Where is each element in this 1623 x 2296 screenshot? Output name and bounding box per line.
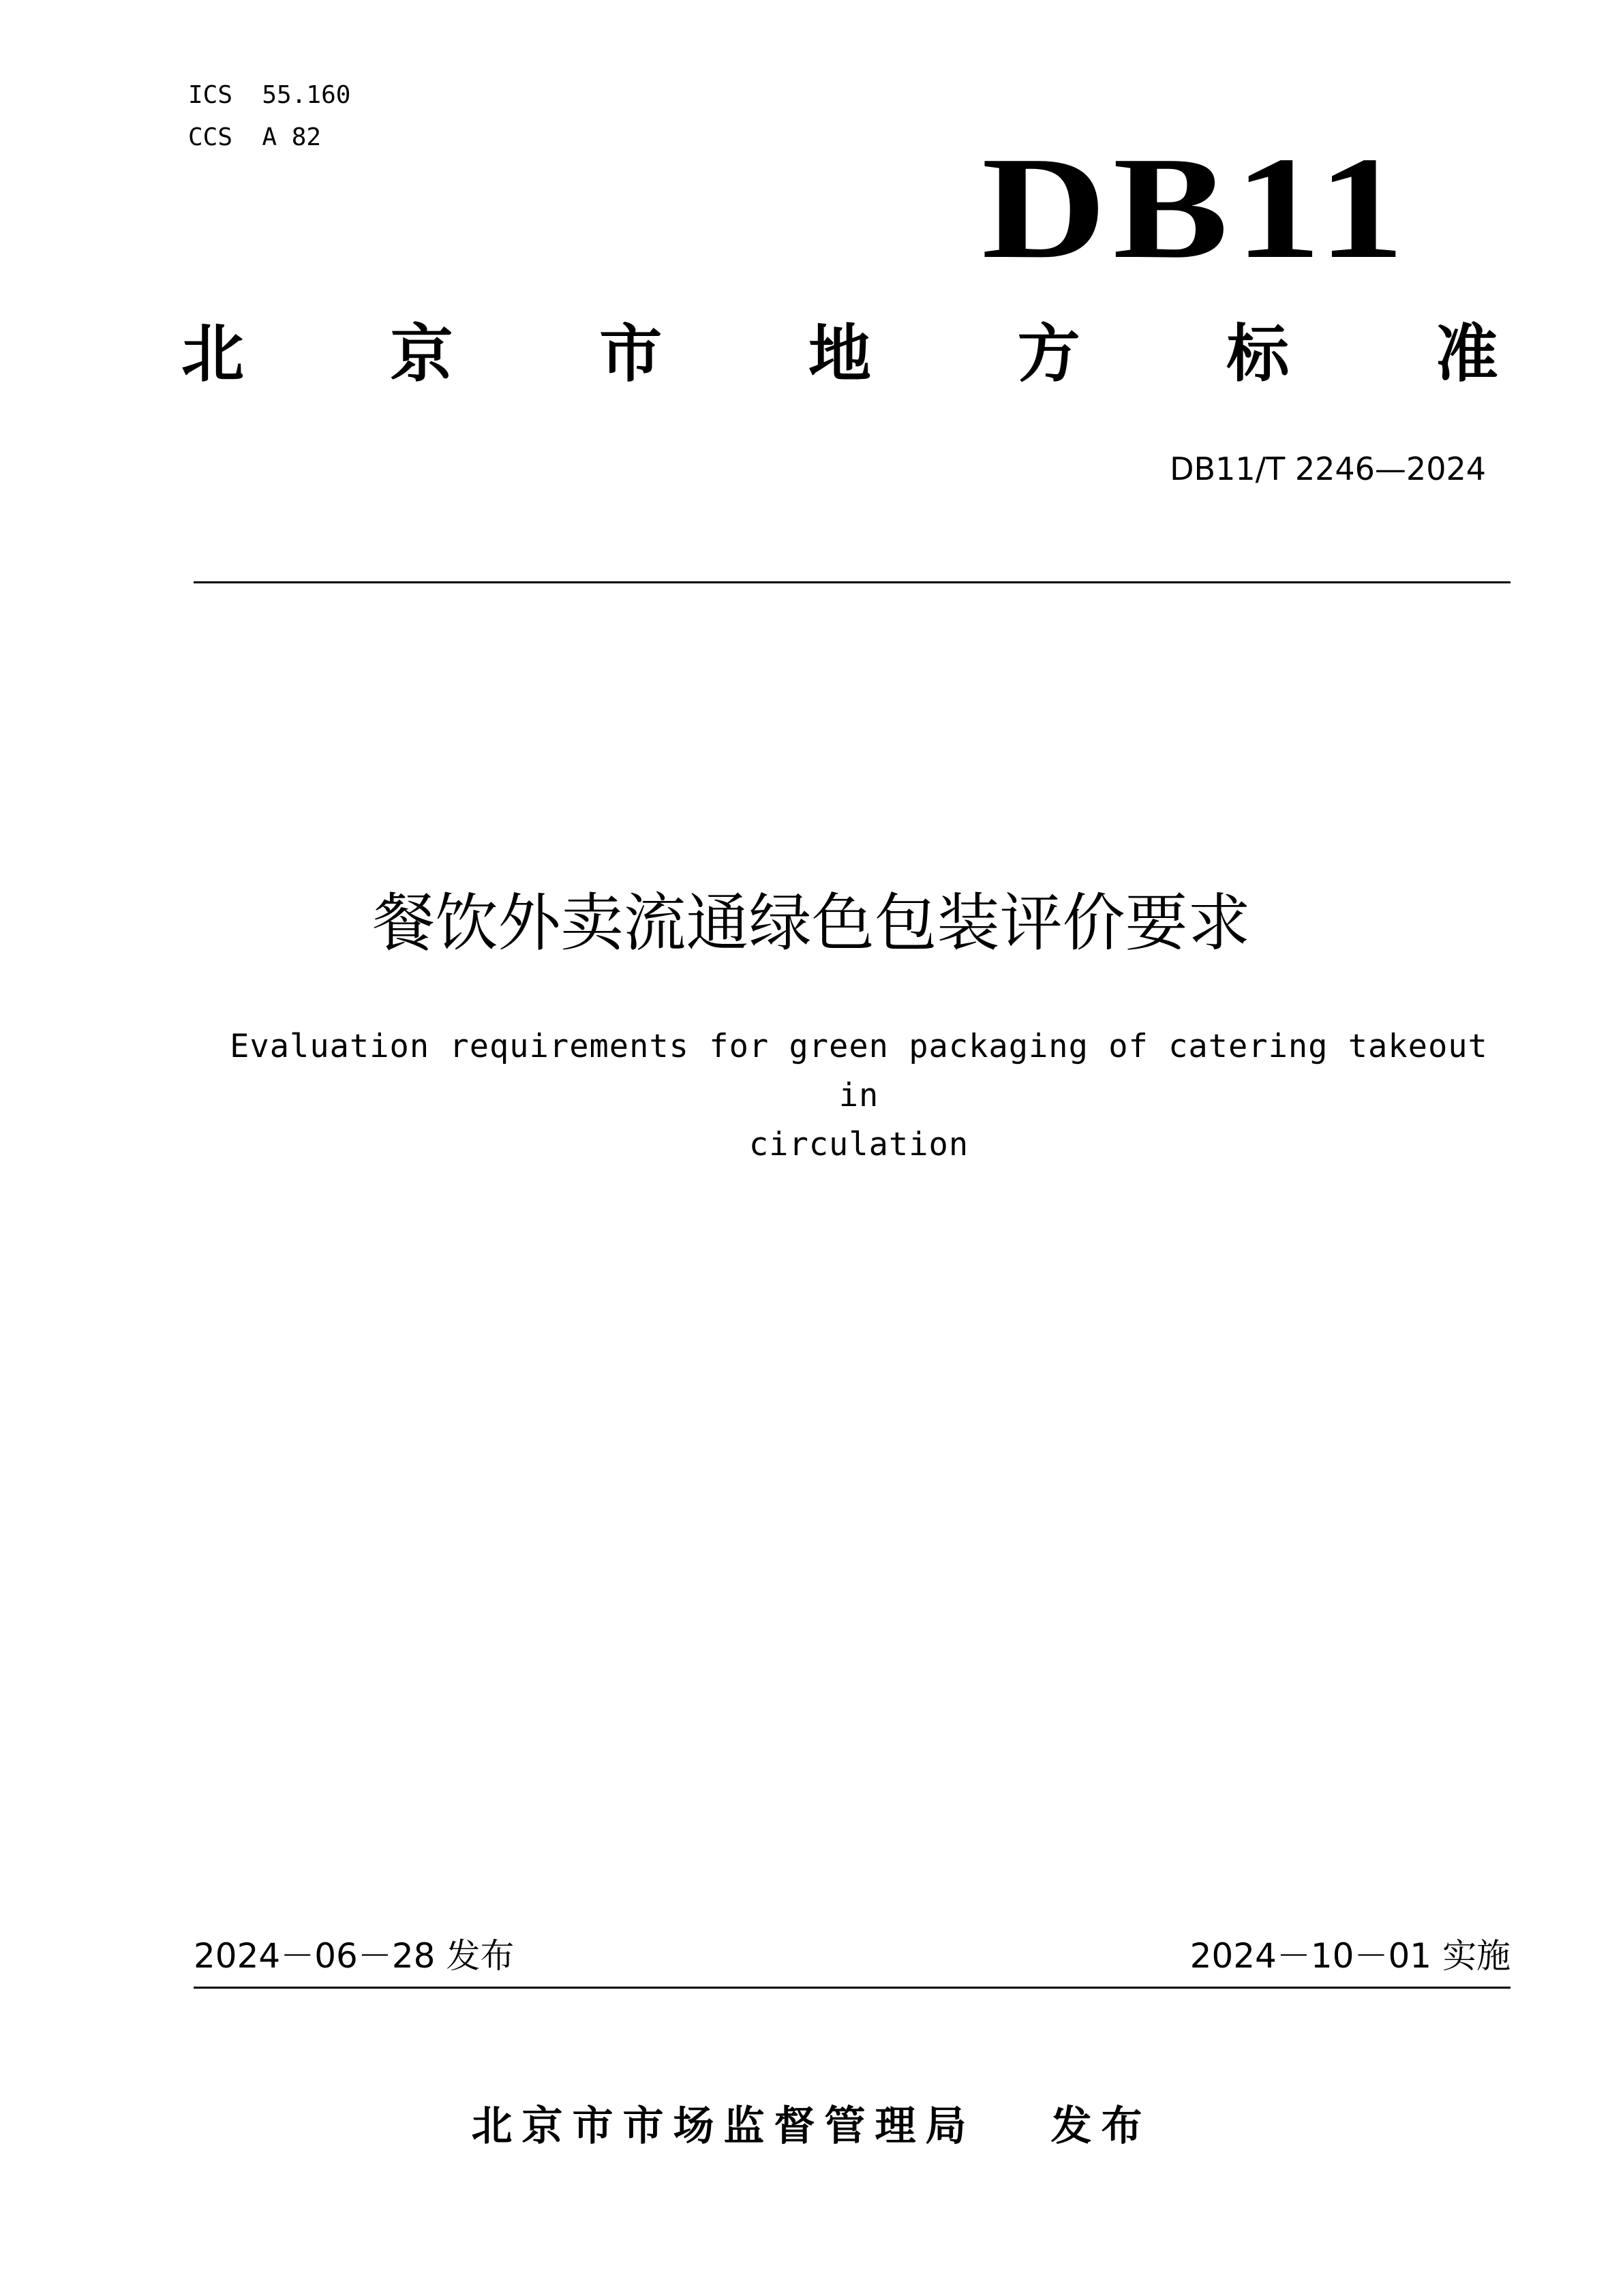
standard-type-char: 标 bbox=[1226, 318, 1290, 391]
standard-type-char: 北 bbox=[181, 318, 244, 391]
standard-type-char: 方 bbox=[1017, 318, 1080, 391]
ccs-code: CCS A 82 bbox=[188, 123, 322, 151]
title-en-line-1: Evaluation requirements for green packaging of catering takeout in bbox=[230, 1028, 1488, 1114]
ics-code: ICS 55.160 bbox=[188, 81, 351, 109]
standard-type-char: 京 bbox=[390, 318, 453, 391]
document-title-en bbox=[211, 1022, 1506, 1169]
standard-type-heading bbox=[179, 318, 1501, 391]
issuing-authority bbox=[0, 2102, 1623, 2150]
issuer-action: 发布 bbox=[1050, 2102, 1152, 2150]
title-en-line-2: circulation bbox=[748, 1126, 969, 1163]
standard-type-char: 市 bbox=[599, 318, 663, 391]
bottom-divider bbox=[194, 1987, 1511, 1989]
standard-type-char: 地 bbox=[808, 318, 871, 391]
standard-type-char: 准 bbox=[1435, 318, 1498, 391]
top-divider bbox=[194, 581, 1511, 583]
implementation-date: 2024－10－01 实施 bbox=[1189, 1936, 1511, 1976]
standard-number: DB11/T 2246—2024 bbox=[1170, 450, 1486, 487]
publish-date: 2024－06－28 发布 bbox=[194, 1936, 515, 1976]
issuer-name: 北京市市场监督管理局 bbox=[471, 2102, 976, 2150]
document-title-zh: 餐饮外卖流通绿色包装评价要求 bbox=[372, 887, 1251, 960]
db11-logo: DB11 bbox=[982, 126, 1411, 289]
